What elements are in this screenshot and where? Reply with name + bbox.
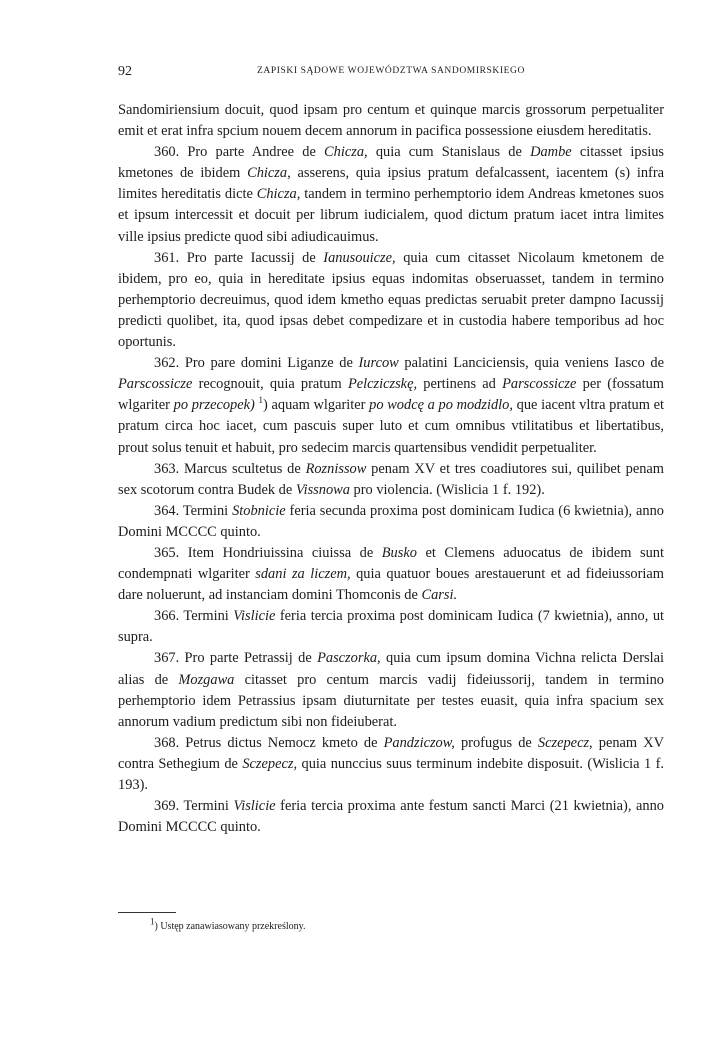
paragraph-continuation: Sandomiriensium docuit, quod ipsam pro centum et quinque marcis grossorum perpetualiter emit et erat infra spcium nouem decem annorum in pacifica possessione eiusdem hereditatis. bbox=[118, 102, 664, 140]
entry-paragraph: 360. Pro parte Andree de Chicza, quia cum Stanislaus de Dambe citasset ipsius kmetones de ibidem Chicza, asserens, quia ipsius pratum defalcassent, iacentem (s) infra limites hereditatis dicte Chicza, tandem in termino perhemptorio idem Andreas kmetones suos et ipsum intercessit et docuit per librum iudicialem, quod dictum pratum iacet intra limites ville ipsius predicte quod sibi adiudicauimus. bbox=[118, 144, 665, 245]
entry-paragraph: 365. Item Hondriuissina ciuissa de Busko et Clemens aduocatus de ibidem sunt condempnati wlgariter sdani za liczem, quia quatuor boues arestauerunt et ad fideiussoriam dare noluerunt, ad instanciam domini Thomconis de Carsi. bbox=[118, 544, 665, 604]
entry-paragraph: 364. Termini Stobnicie feria secunda proxima post dominicam Iudica (6 kwietnia), anno Domini MCCCC quinto. bbox=[118, 502, 664, 540]
running-title: ZAPISKI SĄDOWE WOJEWÓDZTWA SANDOMIRSKIEGO bbox=[257, 66, 525, 76]
footnote-marker: 1 bbox=[150, 916, 155, 927]
main-text bbox=[118, 100, 664, 838]
page-header bbox=[118, 64, 664, 84]
entry-paragraph: 367. Pro parte Petrassij de Pasczorka, quia cum ipsum domina Vichna relicta Derslai alias de Mozgawa citasset pro centum marcis vadij fideiussorij, tandem in termino perhemptorio idem Petrassius ipsam diuturnitate per testes euasit, quia infra spacium sex annorum vadium predictum sibi non fideiuberat. bbox=[118, 650, 664, 730]
footnote-text: ) Ustęp zanawiasowany przekreślony. bbox=[154, 921, 306, 932]
entry-paragraph: 361. Pro parte Iacussij de Ianusouicze, quia cum citasset Nicolaum kmetonem de ibidem, pro eo, quia in hereditate ipsius equas indomitas obseruasset, tandem in termino perhemptorio decreuimus, quod idem kmetho equas predictas seruabit preter dampno Iacussij predicti quolibet, ita, quod ipsas debet compedizare et in custodia habere temporibus ad hoc oportunis. bbox=[118, 249, 664, 351]
entry-paragraph: 369. Termini Vislicie feria tercia proxima ante festum sancti Marci (21 kwietnia), anno Domini MCCCC quinto. bbox=[118, 798, 665, 836]
footnote-divider bbox=[118, 912, 176, 913]
entry-paragraph: 363. Marcus scultetus de Roznissow penam XV et tres coadiutores sui, quilibet penam sex scotorum contra Budek de Vissnowa pro violencia. (Wislicia 1 f. 192). bbox=[118, 460, 664, 498]
footnote bbox=[150, 916, 306, 932]
entry-paragraph: 368. Petrus dictus Nemocz kmeto de Pandziczow, profugus de Sczepecz, penam XV contra Sethegium de Sczepecz, quia nunccius suus terminum indebite disposuit. (Wislicia 1 f. 193). bbox=[118, 734, 664, 793]
page-number: 92 bbox=[118, 64, 132, 79]
entry-paragraph: 362. Pro pare domini Liganze de Iurcow palatini Lanciciensis, quia veniens Iasco de Parscossicze recognouit, quia pratum Pelcziczskę, pertinens ad Parscossicze per (fossatum wlgariter po przecopek) $^1$) aquam wlgariter po wodcę a po modzidlo, que iacent vltra pratum et pratum circa hoc iacet, cum pascuis super luto et cum omnibus vtilitatibus et libertatibus, prout solus tenuit et habuit, pro sedecim marcis quartensibus vendidit perpetualiter. bbox=[118, 355, 665, 456]
entry-paragraph: 366. Termini Vislicie feria tercia proxima post dominicam Iudica (7 kwietnia), anno, ut supra. bbox=[118, 608, 665, 646]
